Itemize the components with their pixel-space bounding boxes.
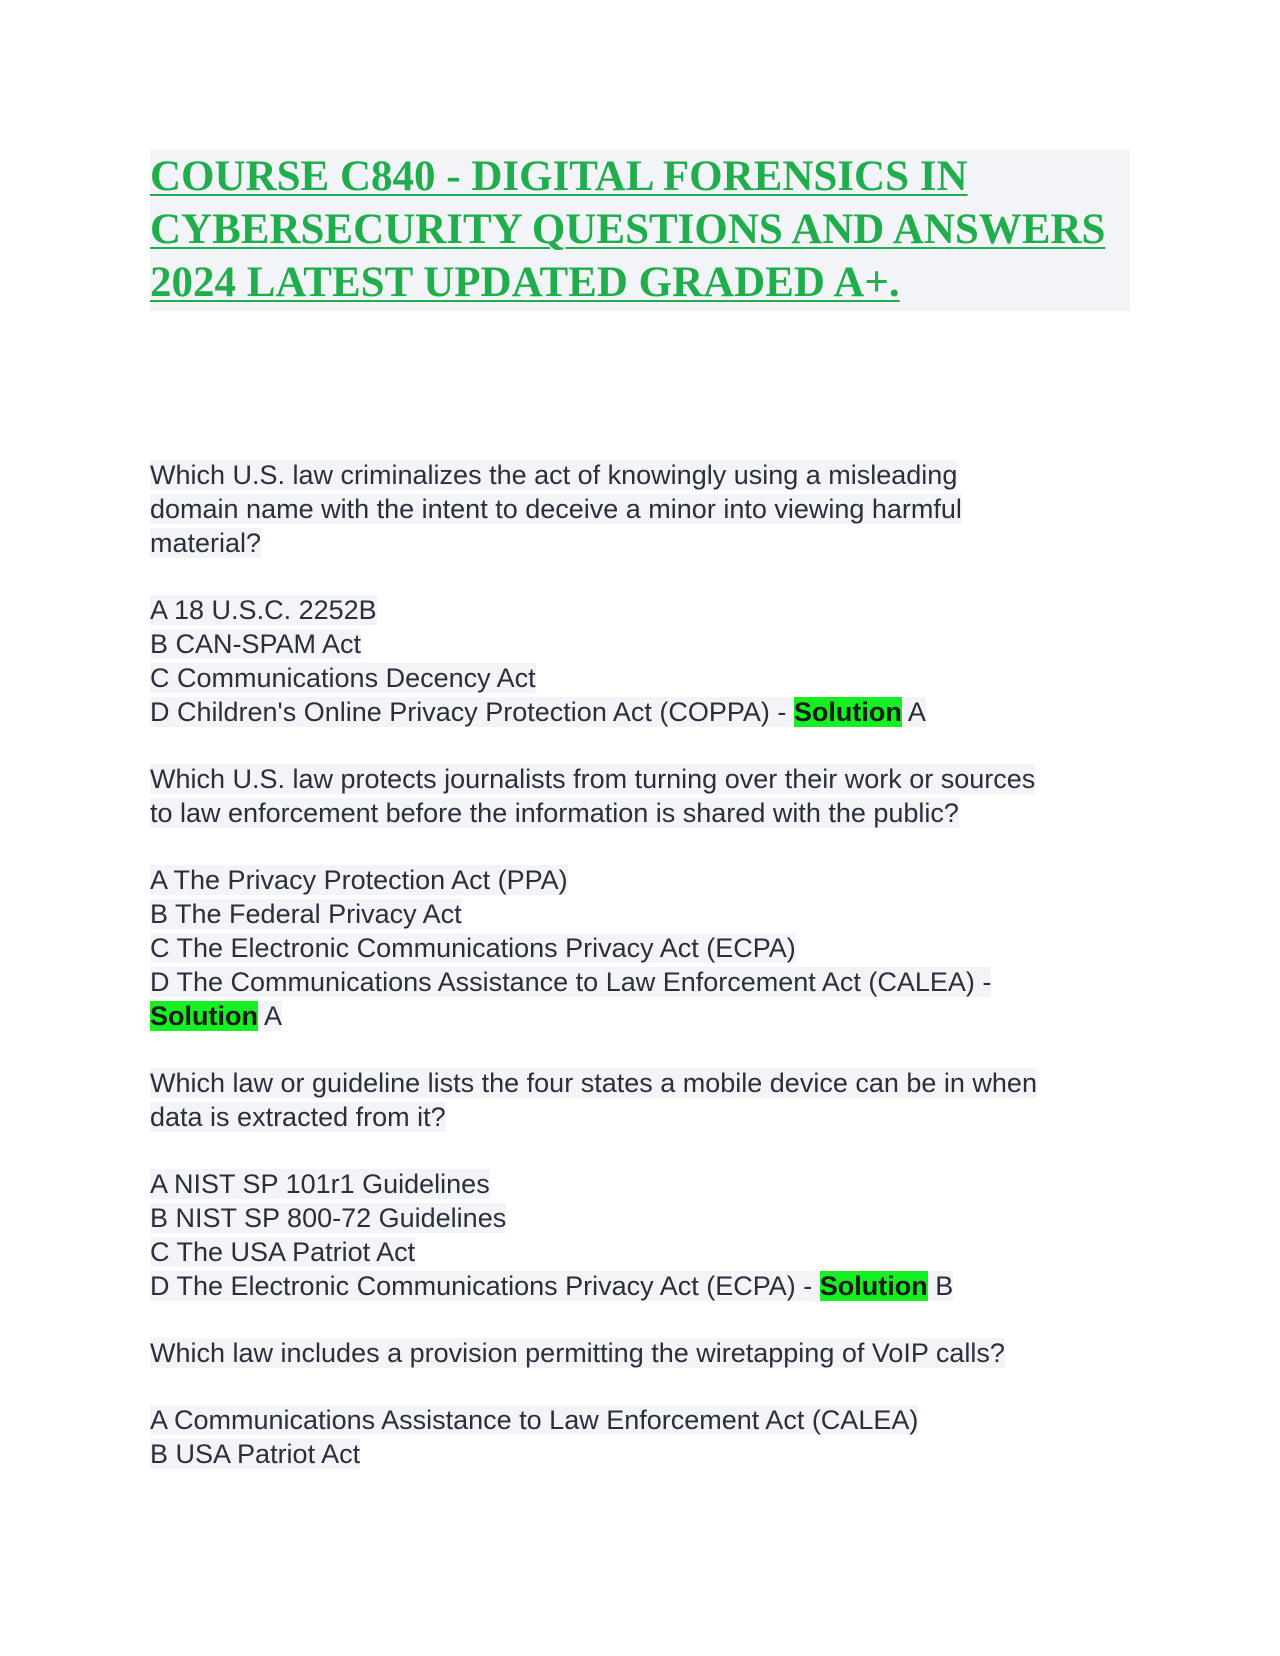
solution-answer: A [901,697,926,727]
solution-highlight: Solution [819,1271,928,1301]
answer-option-text: D The Electronic Communications Privacy Act (ECPA) - [150,1271,820,1301]
answer-option: A 18 U.S.C. 2252B [150,595,377,625]
answer-option: B CAN-SPAM Act [150,629,362,659]
question-block [150,458,1150,729]
question-text: Which law or guideline lists the four states a mobile device can be in when [150,1068,1037,1098]
answer-option [150,1001,282,1031]
answer-option: B USA Patriot Act [150,1439,361,1469]
title-block [150,150,1130,311]
question-text: domain name with the intent to deceive a minor into viewing harmful [150,494,962,524]
document-title: COURSE C840 - DIGITAL FORENSICS IN CYBERSECURITY QUESTIONS AND ANSWERS 2024 LATEST UPDATED GRADED A+. [150,153,1106,306]
answer-option: B The Federal Privacy Act [150,899,462,929]
answer-option-text: D Children's Online Privacy Protection Act (COPPA) - [150,697,794,727]
solution-highlight: Solution [793,697,902,727]
question-text: material? [150,528,262,558]
document-body [150,458,1150,1471]
question-block [150,1066,1150,1303]
answer-option: D The Communications Assistance to Law Enforcement Act (CALEA) - [150,967,992,997]
answer-option: A Communications Assistance to Law Enforcement Act (CALEA) [150,1405,919,1435]
question-block [150,762,1150,1033]
question-block [150,1336,1150,1471]
answer-option: C The Electronic Communications Privacy Act (ECPA) [150,933,796,963]
answer-option: C The USA Patriot Act [150,1237,416,1267]
question-text: to law enforcement before the information is shared with the public? [150,798,959,828]
solution-answer: A [257,1001,283,1031]
answer-option [150,697,926,727]
question-text: data is extracted from it? [150,1102,446,1132]
question-text: Which U.S. law criminalizes the act of knowingly using a misleading [150,460,958,490]
question-text: Which law includes a provision permitting the wiretapping of VoIP calls? [150,1338,1005,1368]
answer-option: A NIST SP 101r1 Guidelines [150,1169,490,1199]
answer-option: A The Privacy Protection Act (PPA) [150,865,568,895]
answer-option: C Communications Decency Act [150,663,536,693]
solution-highlight: Solution [150,1001,258,1031]
solution-answer: B [927,1271,954,1301]
question-text: Which U.S. law protects journalists from turning over their work or sources [150,764,1036,794]
answer-option [150,1271,953,1301]
answer-option: B NIST SP 800-72 Guidelines [150,1203,507,1233]
